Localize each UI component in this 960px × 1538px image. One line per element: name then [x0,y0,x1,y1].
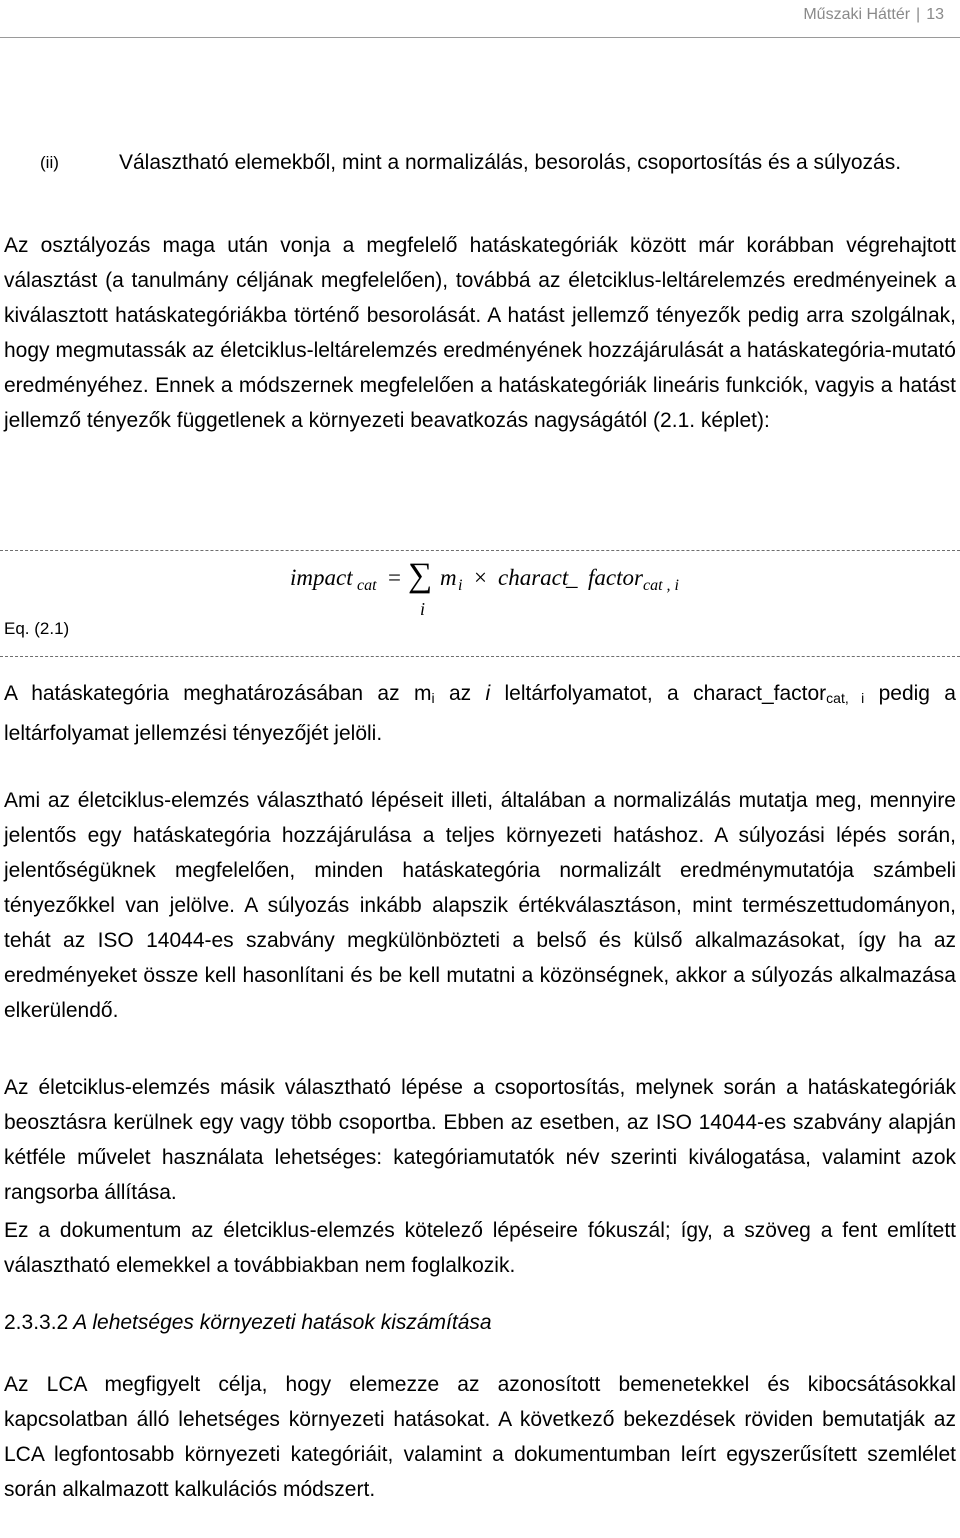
paragraph-grouping: Az életciklus-elemzés másik választható lépése a csoportosítás, melynek során a hatáskategóriák beosztásra kerülnek egy vagy több csoportba. Ebben az esetben, az ISO 14044-es szabvány alapján kétféle művelet használata lehetséges: kategóriamutatók név szerinti kiválogatása, valamint azok rangsorba állítása. [4,1076,956,1204]
list-marker: (ii) [40,153,59,172]
section-number: 2.3.3.2 [4,1311,69,1334]
eq-equals: = [388,565,401,590]
def-text-3: leltárfolyamatot, a charact_factor [490,682,827,705]
eq-cat-sub: cat [357,577,377,594]
equation-formula [288,559,768,639]
eq-factor: factor [588,565,643,590]
def-text-1: A hatáskategória meghatározásában az m [4,682,432,705]
def-italic-i: i [485,682,491,705]
eq-sigma: ∑ [408,557,433,594]
paragraph-focus: Ez a dokumentum az életciklus-elemzés kötelező lépéseire fókuszál; így, a szöveg a fent említett választható elemekkel a továbbiakban nem foglalkozik. [4,1219,956,1277]
def-sub-i: i [431,690,435,706]
header-separator: | [916,6,921,23]
running-header [803,6,944,24]
section-heading [4,1311,492,1335]
paragraph-definition [4,676,956,751]
equation-label: Eq. (2.1) [4,619,70,638]
eq-times: × [474,565,487,590]
paragraph-classification: Az osztályozás maga után vonja a megfelelő hatáskategóriák között már korábban végrehajtott választást (a tanulmány céljának megfelelően), továbbá az életciklus-leltárelemzés eredményeinek a kiválasztott hatáskategóriákba történő besorolását. A hatást jellemző tényezők pedig arra szolgálnak, hogy megmutassák az életciklus-leltárelemzés eredményének hozzájárulását a hatáskategória-mutató eredményéhez. Ennek a módszernek megfelelően a hatáskategóriák lineáris funkciók, vagyis a hatást jellemző tényezők függetlenek a környezeti beavatkozás nagyságától (2.1. képlet): [4,234,956,432]
eq-charact: charact [498,565,569,590]
equation-block [0,550,960,657]
eq-m-sub: i [458,577,463,594]
paragraph-weighting: Ami az életciklus-elemzés választható lépéseit illeti, általában a normalizálás mutatja meg, mennyire jelentős egy hatáskategória hozzájárulása a teljes környezeti hatáshoz. A súlyozási lépés során, jelentőségüknek megfelelően, minden hatáskategória normalizált eredménymutatója számbeli tényezőkkel van jelölve. A súlyozás inkább alapszik értékválasztáson, mint természettudományon, tehát az ISO 14044-es szabvány megkülönbözteti a belső és külső alkalmazásokat, így ha az eredményeket össze kell hasonlítani és be kell mutatni a közönségnek, akkor a súlyozás alkalmazása elkerülendő. [4,789,956,1022]
paragraph-lca-goal: Az LCA megfigyelt célja, hogy elemezze az azonosított bemenetekkel és kibocsátásokkal kapcsolatban álló lehetséges környezeti hatásokat. A következő bekezdések röviden bemutatják az LCA legfontosabb környezeti kategóriáit, valamint a dokumentumban leírt egyszerűsített szemlélet során alkalmazott kalkulációs módszert. [4,1373,956,1501]
eq-sum-index: i [420,599,426,619]
def-text-2: az [434,682,486,705]
def-sub-cat-i: cat, i [826,690,865,706]
page-number: 13 [926,6,944,23]
eq-m: m [440,565,457,590]
page-header [0,0,960,38]
eq-impact: impact [290,565,353,590]
eq-underscore: _ [566,565,578,590]
list-item-text: Választható elemekből, mint a normalizálás, besorolás, csoportosítás és a súlyozás. [119,151,902,174]
eq-factor-sub: cat , i [643,577,679,594]
def-text-4: pedig a leltárfolyamat jellemzési tényezőjét jelöli. [4,682,956,745]
section-title: A lehetséges környezeti hatások kiszámítása [73,1311,492,1334]
header-title: Műszaki Háttér [803,6,911,23]
